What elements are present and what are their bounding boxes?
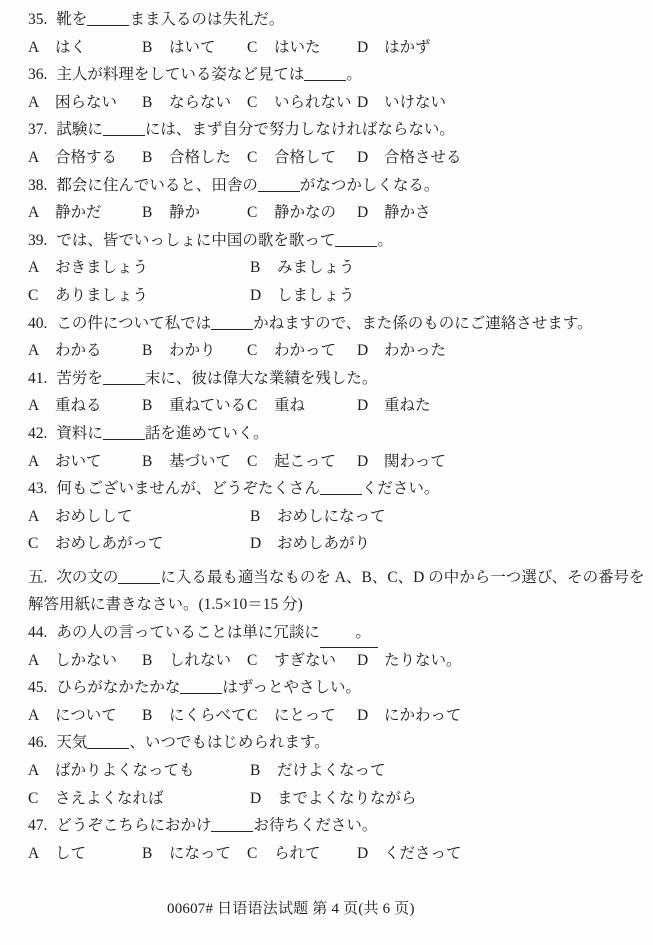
option-label: A — [28, 397, 40, 415]
option-text: 重ねている — [169, 397, 247, 415]
section-pre-text: 次の文の — [56, 568, 119, 586]
option-text: わかって — [274, 342, 337, 360]
option-text: しましょう — [277, 286, 355, 304]
options-row — [28, 392, 633, 420]
option-label: C — [28, 286, 39, 304]
option-b — [142, 34, 247, 62]
option-label: D — [250, 286, 262, 304]
option-text: にくらべて — [169, 706, 247, 724]
option-label: C — [247, 204, 258, 222]
option-text: 関わって — [384, 452, 446, 470]
option-text: 合格した — [169, 148, 232, 166]
option-a — [28, 448, 142, 476]
options-row — [28, 282, 633, 310]
option-label: D — [250, 789, 262, 807]
option-c — [247, 840, 357, 868]
question-number: 38. — [28, 176, 48, 194]
section-header — [28, 564, 645, 592]
question-pre-text: 何もございませんが、どうぞたくさん — [56, 480, 320, 498]
option-text: すぎない — [274, 651, 337, 669]
option-label: A — [28, 204, 40, 222]
option-a — [28, 34, 142, 62]
question-line — [28, 475, 633, 503]
option-text: 合格する — [55, 148, 118, 166]
option-a — [28, 89, 142, 117]
options-row — [28, 702, 633, 730]
option-label: D — [357, 844, 369, 862]
option-text: おめしになって — [277, 507, 386, 525]
section-text: に入る最も適当なものを A、B、C、D の中から一つ選び、その番号を — [160, 568, 645, 586]
question-number: 41. — [28, 369, 48, 387]
option-c — [28, 785, 250, 813]
option-label: D — [357, 452, 369, 470]
option-text: ならない — [169, 93, 232, 111]
blank-underline — [87, 735, 129, 750]
blank-underline — [103, 425, 145, 440]
option-b — [142, 647, 247, 675]
option-c — [247, 702, 357, 730]
option-text: わかる — [55, 342, 102, 360]
option-label: B — [142, 204, 153, 222]
question-line — [28, 172, 633, 200]
option-c — [247, 34, 357, 62]
option-label: D — [357, 93, 369, 111]
question-post-text: ください。 — [361, 480, 440, 498]
option-label: B — [142, 93, 153, 111]
option-label: D — [357, 397, 369, 415]
option-b — [142, 89, 247, 117]
question-number: 43. — [28, 480, 48, 498]
option-label: C — [247, 93, 258, 111]
question-line — [28, 619, 633, 647]
question-post-text: まま入るのは失礼だ。 — [129, 11, 285, 28]
option-label: B — [142, 148, 153, 166]
question-pre-text: ひらがなかたかな — [56, 679, 181, 697]
blank-underline — [211, 315, 253, 330]
options-row — [28, 337, 633, 365]
option-label: A — [28, 38, 40, 56]
question-post-text: 話を進めていく。 — [144, 424, 269, 442]
option-label: C — [247, 844, 258, 862]
option-text: おめしあがり — [277, 535, 371, 553]
option-d — [357, 199, 431, 227]
option-text: おめしあがって — [55, 535, 164, 553]
option-text: しれない — [169, 651, 232, 669]
question-line — [28, 310, 633, 338]
option-label: A — [28, 844, 40, 862]
option-text: わかった — [384, 342, 447, 360]
options-row — [28, 785, 633, 813]
question-number: 47. — [28, 817, 48, 835]
option-text: になって — [169, 844, 232, 862]
option-label: C — [247, 452, 258, 470]
blank-underline — [258, 177, 300, 192]
option-b — [142, 144, 247, 172]
option-text: して — [55, 844, 87, 862]
option-label: A — [28, 452, 40, 470]
option-c — [247, 392, 357, 420]
option-label: B — [142, 397, 153, 415]
option-label: C — [247, 397, 258, 415]
option-b — [250, 757, 386, 785]
section-number: 五. — [28, 568, 48, 586]
option-text: にとって — [274, 706, 336, 724]
option-label: B — [142, 452, 153, 470]
option-label: C — [247, 651, 258, 669]
question-line — [28, 227, 633, 255]
option-c — [247, 144, 357, 172]
question-line — [28, 61, 633, 89]
question-number: 36. — [28, 66, 48, 84]
option-label: A — [28, 706, 40, 724]
option-d — [357, 840, 462, 868]
question-number: 46. — [28, 734, 48, 752]
option-text: はいた — [274, 38, 321, 56]
question-line — [28, 674, 633, 702]
option-text: しかない — [55, 651, 118, 669]
option-label: B — [142, 844, 153, 862]
question-number: 37. — [28, 121, 48, 139]
option-label: A — [28, 342, 40, 360]
option-d — [250, 785, 417, 813]
question-pre-text: 都会に住んでいると、田舎の — [56, 176, 258, 194]
option-text: はく — [55, 38, 87, 56]
option-b — [250, 254, 355, 282]
blank-underline: 。 — [320, 619, 378, 648]
option-text: にかわって — [384, 706, 462, 724]
option-label: A — [28, 651, 40, 669]
question-post-text: 。 — [377, 231, 393, 249]
blank-underline — [180, 680, 222, 695]
question-line — [28, 812, 633, 840]
question-line — [28, 365, 633, 393]
option-label: B — [250, 259, 261, 277]
option-text: 困らない — [55, 93, 118, 111]
options-row — [28, 530, 633, 558]
question-pre-text: 天気 — [56, 734, 88, 752]
blank-underline — [320, 480, 362, 495]
question-line — [28, 420, 633, 448]
options-row — [28, 448, 633, 476]
question-pre-text: どうぞこちらにおかけ — [56, 817, 212, 835]
option-text: 静か — [169, 204, 201, 222]
blank-underline — [87, 11, 129, 26]
option-a — [28, 144, 142, 172]
question-post-text: はずっとやさしい。 — [222, 679, 361, 697]
option-c — [28, 530, 250, 558]
option-a — [28, 199, 142, 227]
option-b — [142, 702, 247, 730]
option-label: C — [247, 706, 258, 724]
option-label: A — [28, 93, 40, 111]
question-post-text: 末に、彼は偉大な業績を残した。 — [144, 369, 378, 387]
option-c — [28, 282, 250, 310]
question-number: 44. — [28, 624, 48, 642]
option-text: さえよくなれば — [55, 789, 164, 807]
options-row — [28, 840, 633, 868]
question-pre-text: 資料に — [56, 424, 103, 442]
option-c — [247, 89, 357, 117]
option-text: わかり — [169, 342, 216, 360]
option-d — [357, 34, 431, 62]
option-text: について — [55, 706, 117, 724]
question-number: 40. — [28, 314, 48, 332]
option-label: B — [250, 507, 261, 525]
option-text: くださって — [384, 844, 462, 862]
option-b — [142, 840, 247, 868]
option-text: 重ねた — [384, 397, 431, 415]
option-b — [250, 503, 386, 531]
option-b — [142, 392, 247, 420]
option-label: B — [142, 38, 153, 56]
blank-underline — [211, 818, 253, 833]
option-label: D — [357, 38, 369, 56]
question-number: 39. — [28, 231, 48, 249]
question-pre-text: 主人が料理をしている姿など見ては — [56, 66, 305, 84]
question-post-text: がなつかしくなる。 — [299, 176, 440, 194]
option-label: C — [247, 148, 258, 166]
option-label: D — [357, 342, 369, 360]
option-text: ばかりよくなっても — [55, 762, 195, 780]
question-post-text: 、いつでもはじめられます。 — [129, 734, 330, 752]
option-d — [250, 530, 370, 558]
question-line — [28, 6, 633, 34]
options-row — [28, 503, 633, 531]
option-text: 静かなの — [274, 204, 337, 222]
option-c — [247, 199, 357, 227]
blank-underline — [335, 232, 377, 247]
question-post-text: お待ちください。 — [253, 817, 378, 835]
option-text: はかず — [384, 38, 431, 56]
option-c — [247, 448, 357, 476]
option-label: D — [250, 535, 262, 553]
option-label: D — [357, 706, 369, 724]
blank-underline — [304, 66, 346, 81]
option-text: 合格させる — [384, 148, 462, 166]
options-row — [28, 89, 633, 117]
section-header-line2: 解答用紙に書きなさい。(1.5×10＝15 分) — [28, 596, 303, 614]
option-a — [28, 503, 250, 531]
option-text: いられない — [274, 93, 352, 111]
question-pre-text: この件について私では — [56, 314, 212, 332]
option-b — [142, 448, 247, 476]
option-d — [357, 647, 462, 675]
option-text: おいて — [55, 452, 102, 470]
option-text: はいて — [169, 38, 216, 56]
option-label: A — [28, 259, 40, 277]
question-post-text: には、まず自分で努力しなければならない。 — [144, 121, 455, 139]
option-a — [28, 702, 142, 730]
question-pre-text: 靴を — [56, 11, 88, 28]
option-a — [28, 757, 250, 785]
option-text: いけない — [384, 93, 447, 111]
option-label: C — [28, 789, 39, 807]
option-text: 起こって — [274, 452, 336, 470]
option-label: A — [28, 507, 40, 525]
option-text: 重ねる — [55, 397, 102, 415]
option-text: までよくなりながら — [277, 789, 417, 807]
option-c — [247, 337, 357, 365]
option-label: C — [28, 535, 39, 553]
option-a — [28, 840, 142, 868]
option-a — [28, 254, 250, 282]
options-row — [28, 144, 633, 172]
option-d — [357, 337, 446, 365]
option-label: B — [142, 706, 153, 724]
option-d — [357, 144, 462, 172]
option-label: A — [28, 762, 40, 780]
option-b — [142, 199, 247, 227]
blank-underline — [103, 370, 145, 385]
option-c — [247, 647, 357, 675]
option-text: 基づいて — [169, 452, 232, 470]
option-text: おきましょう — [55, 259, 149, 277]
question-list — [28, 6, 645, 867]
option-text: だけよくなって — [277, 762, 386, 780]
option-label: D — [357, 651, 369, 669]
option-a — [28, 392, 142, 420]
options-row — [28, 199, 633, 227]
options-row — [28, 254, 633, 282]
option-text: 静かさ — [384, 204, 431, 222]
footer-text: 00607# 日语语法试题 第 4 页(共 6 页) — [167, 901, 415, 917]
option-text: 重ね — [274, 397, 306, 415]
option-d — [357, 89, 446, 117]
option-text: 静かだ — [55, 204, 102, 222]
option-label: A — [28, 148, 40, 166]
options-row — [28, 757, 633, 785]
question-line — [28, 116, 633, 144]
option-text: 合格して — [274, 148, 337, 166]
options-row — [28, 34, 633, 62]
option-text: たりない。 — [384, 651, 462, 669]
question-post-text: 。 — [346, 66, 362, 84]
question-post-text: かねますので、また係のものにご連絡させます。 — [253, 314, 593, 332]
question-pre-text: あの人の言っていることは単に冗談に — [56, 624, 320, 642]
question-pre-text: 苦労を — [56, 369, 103, 387]
option-text: おめしして — [55, 507, 133, 525]
option-label: D — [357, 204, 369, 222]
question-line — [28, 729, 633, 757]
question-pre-text: 試験に — [56, 121, 103, 139]
blank-underline — [103, 122, 145, 137]
option-label: B — [142, 651, 153, 669]
question-pre-text: では、皆でいっしょに中国の歌を歌って — [56, 231, 336, 249]
option-text: られて — [274, 844, 321, 862]
option-d — [357, 702, 461, 730]
option-text: みましょう — [277, 259, 355, 277]
page-footer — [167, 897, 415, 918]
question-number: 42. — [28, 424, 48, 442]
option-label: B — [142, 342, 153, 360]
question-number: 45. — [28, 679, 48, 697]
question-number: 35. — [28, 11, 48, 28]
option-d — [250, 282, 355, 310]
options-row — [28, 647, 633, 675]
option-d — [357, 448, 446, 476]
option-label: B — [250, 762, 261, 780]
option-b — [142, 337, 247, 365]
option-a — [28, 337, 142, 365]
blank-underline — [118, 569, 160, 584]
option-label: C — [247, 38, 258, 56]
option-a — [28, 647, 142, 675]
option-text: ありましょう — [55, 286, 149, 304]
option-label: D — [357, 148, 369, 166]
option-label: C — [247, 342, 258, 360]
option-d — [357, 392, 431, 420]
